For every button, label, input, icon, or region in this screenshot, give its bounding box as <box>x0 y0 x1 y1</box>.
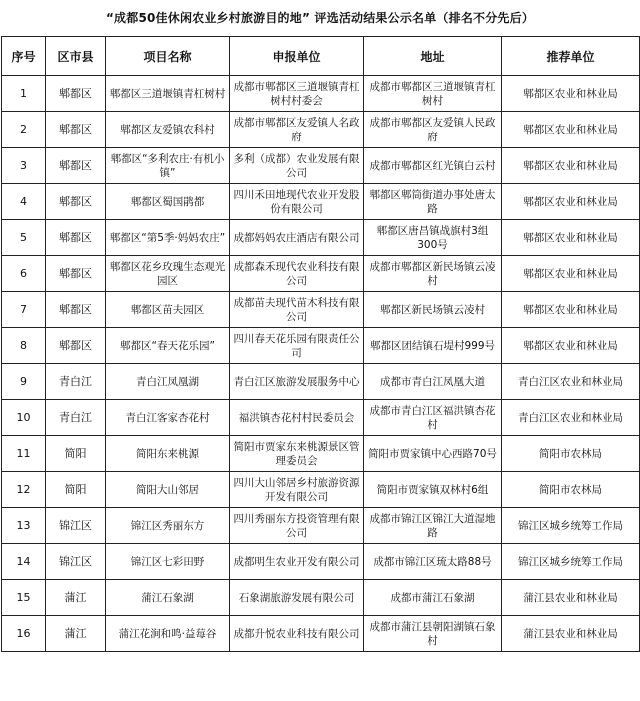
cell-no: 16 <box>2 616 46 652</box>
cell-no: 7 <box>2 292 46 328</box>
table-row <box>2 400 640 436</box>
cell-district: 郫都区 <box>46 112 106 148</box>
cell-recommender: 郫都区农业和林业局 <box>502 184 640 220</box>
table-row <box>2 616 640 652</box>
cell-no: 9 <box>2 364 46 400</box>
cell-project: 郫都区“春天花乐园” <box>106 328 230 364</box>
cell-address: 郫都区郫筒街道办事处唐太路 <box>364 184 502 220</box>
cell-no: 4 <box>2 184 46 220</box>
cell-address: 简阳市贾家镇双林村6组 <box>364 472 502 508</box>
cell-recommender: 简阳市农林局 <box>502 436 640 472</box>
cell-project: 青白江凤凰湖 <box>106 364 230 400</box>
cell-no: 2 <box>2 112 46 148</box>
cell-project: 郫都区苗夫园区 <box>106 292 230 328</box>
cell-district: 锦江区 <box>46 508 106 544</box>
cell-applicant: 成都升悦农业科技有限公司 <box>230 616 364 652</box>
cell-applicant: 成都妈妈农庄酒店有限公司 <box>230 220 364 256</box>
cell-applicant: 福洪镇杏花村村民委员会 <box>230 400 364 436</box>
cell-project: 郫都区“多利农庄·有机小镇” <box>106 148 230 184</box>
cell-project: 简阳大山邻居 <box>106 472 230 508</box>
cell-project: 郫都区花乡玫瑰生态观光园区 <box>106 256 230 292</box>
table-row <box>2 184 640 220</box>
cell-applicant: 简阳市贾家东来桃源景区管理委员会 <box>230 436 364 472</box>
header-district: 区市县 <box>46 37 106 76</box>
cell-district: 青白江 <box>46 364 106 400</box>
cell-address: 郫都区团结镇石堤村999号 <box>364 328 502 364</box>
table-row <box>2 436 640 472</box>
cell-address: 成都市锦江区锦江大道湿地路 <box>364 508 502 544</box>
table-row <box>2 328 640 364</box>
cell-applicant: 多利（成都）农业发展有限公司 <box>230 148 364 184</box>
cell-no: 15 <box>2 580 46 616</box>
cell-project: 简阳东来桃源 <box>106 436 230 472</box>
cell-address: 成都市蒲江石象湖 <box>364 580 502 616</box>
cell-applicant: 成都明生农业开发有限公司 <box>230 544 364 580</box>
cell-recommender: 锦江区城乡统筹工作局 <box>502 508 640 544</box>
cell-applicant: 四川秀丽东方投资管理有限公司 <box>230 508 364 544</box>
cell-recommender: 郫都区农业和林业局 <box>502 112 640 148</box>
cell-district: 蒲江 <box>46 580 106 616</box>
cell-no: 3 <box>2 148 46 184</box>
cell-recommender: 蒲江县农业和林业局 <box>502 616 640 652</box>
cell-recommender: 郫都区农业和林业局 <box>502 148 640 184</box>
cell-recommender: 青白江区农业和林业局 <box>502 364 640 400</box>
results-table <box>1 36 640 652</box>
cell-district: 青白江 <box>46 400 106 436</box>
header-address: 地址 <box>364 37 502 76</box>
cell-no: 10 <box>2 400 46 436</box>
cell-project: 锦江区秀丽东方 <box>106 508 230 544</box>
table-row <box>2 76 640 112</box>
cell-applicant: 四川春天花乐园有限责任公司 <box>230 328 364 364</box>
cell-recommender: 青白江区农业和林业局 <box>502 400 640 436</box>
header-recommender: 推荐单位 <box>502 37 640 76</box>
cell-applicant: 成都森禾现代农业科技有限公司 <box>230 256 364 292</box>
cell-recommender: 郫都区农业和林业局 <box>502 76 640 112</box>
cell-applicant: 四川禾田地现代农业开发股份有限公司 <box>230 184 364 220</box>
cell-no: 8 <box>2 328 46 364</box>
cell-district: 郫都区 <box>46 148 106 184</box>
cell-project: 锦江区七彩田野 <box>106 544 230 580</box>
cell-no: 14 <box>2 544 46 580</box>
table-row <box>2 112 640 148</box>
cell-district: 郫都区 <box>46 292 106 328</box>
cell-address: 成都市郫都区友爱镇人民政府 <box>364 112 502 148</box>
cell-project: 郫都区蜀国鹃都 <box>106 184 230 220</box>
cell-applicant: 成都苗夫现代苗木科技有限公司 <box>230 292 364 328</box>
cell-no: 12 <box>2 472 46 508</box>
cell-district: 郫都区 <box>46 256 106 292</box>
cell-address: 成都市蒲江县朝阳湖镇石象村 <box>364 616 502 652</box>
cell-applicant: 成都市郫都区友爱镇人名政府 <box>230 112 364 148</box>
cell-project: 蒲江花涧和鸣·益莓谷 <box>106 616 230 652</box>
cell-district: 郫都区 <box>46 184 106 220</box>
cell-project: 郫都区“第5季·妈妈农庄” <box>106 220 230 256</box>
cell-no: 6 <box>2 256 46 292</box>
cell-district: 简阳 <box>46 436 106 472</box>
cell-recommender: 蒲江县农业和林业局 <box>502 580 640 616</box>
table-body <box>2 76 640 652</box>
cell-recommender: 郫都区农业和林业局 <box>502 328 640 364</box>
cell-recommender: 郫都区农业和林业局 <box>502 256 640 292</box>
table-row <box>2 364 640 400</box>
cell-project: 蒲江石象湖 <box>106 580 230 616</box>
cell-address: 成都市青白江区福洪镇杏花村 <box>364 400 502 436</box>
cell-recommender: 郫都区农业和林业局 <box>502 292 640 328</box>
cell-recommender: 锦江区城乡统筹工作局 <box>502 544 640 580</box>
cell-address: 简阳市贾家镇中心西路70号 <box>364 436 502 472</box>
cell-district: 郫都区 <box>46 76 106 112</box>
cell-district: 郫都区 <box>46 220 106 256</box>
cell-district: 简阳 <box>46 472 106 508</box>
cell-address: 成都市郫都区红光镇白云村 <box>364 148 502 184</box>
cell-project: 青白江客家杏花村 <box>106 400 230 436</box>
cell-no: 5 <box>2 220 46 256</box>
cell-no: 11 <box>2 436 46 472</box>
header-no: 序号 <box>2 37 46 76</box>
cell-no: 1 <box>2 76 46 112</box>
cell-project: 郫都区三道堰镇青杠树村 <box>106 76 230 112</box>
cell-district: 锦江区 <box>46 544 106 580</box>
table-row <box>2 580 640 616</box>
header-project: 项目名称 <box>106 37 230 76</box>
cell-applicant: 青白江区旅游发展服务中心 <box>230 364 364 400</box>
table-row <box>2 256 640 292</box>
cell-address: 成都市郫都区三道堰镇青杠树村 <box>364 76 502 112</box>
cell-applicant: 四川大山邻居乡村旅游资源开发有限公司 <box>230 472 364 508</box>
cell-address: 成都市郫都区新民场镇云凌村 <box>364 256 502 292</box>
cell-address: 郫都区唐昌镇战旗村3组300号 <box>364 220 502 256</box>
cell-district: 蒲江 <box>46 616 106 652</box>
table-row <box>2 472 640 508</box>
table-row <box>2 292 640 328</box>
cell-district: 郫都区 <box>46 328 106 364</box>
cell-no: 13 <box>2 508 46 544</box>
cell-recommender: 简阳市农林局 <box>502 472 640 508</box>
table-row <box>2 148 640 184</box>
cell-address: 成都市青白江凤凰大道 <box>364 364 502 400</box>
table-row <box>2 508 640 544</box>
page-title: “成都50佳休闲农业乡村旅游目的地” 评选活动结果公示名单（排名不分先后） <box>105 11 535 25</box>
cell-address: 成都市锦江区琉太路88号 <box>364 544 502 580</box>
cell-recommender: 郫都区农业和林业局 <box>502 220 640 256</box>
header-applicant: 申报单位 <box>230 37 364 76</box>
cell-applicant: 石象湖旅游发展有限公司 <box>230 580 364 616</box>
table-row <box>2 220 640 256</box>
cell-address: 郫都区新民场镇云凌村 <box>364 292 502 328</box>
table-header-row <box>2 37 640 76</box>
table-row <box>2 544 640 580</box>
cell-project: 郫都区友爱镇农科村 <box>106 112 230 148</box>
cell-applicant: 成都市郫都区三道堰镇青杠树村村委会 <box>230 76 364 112</box>
